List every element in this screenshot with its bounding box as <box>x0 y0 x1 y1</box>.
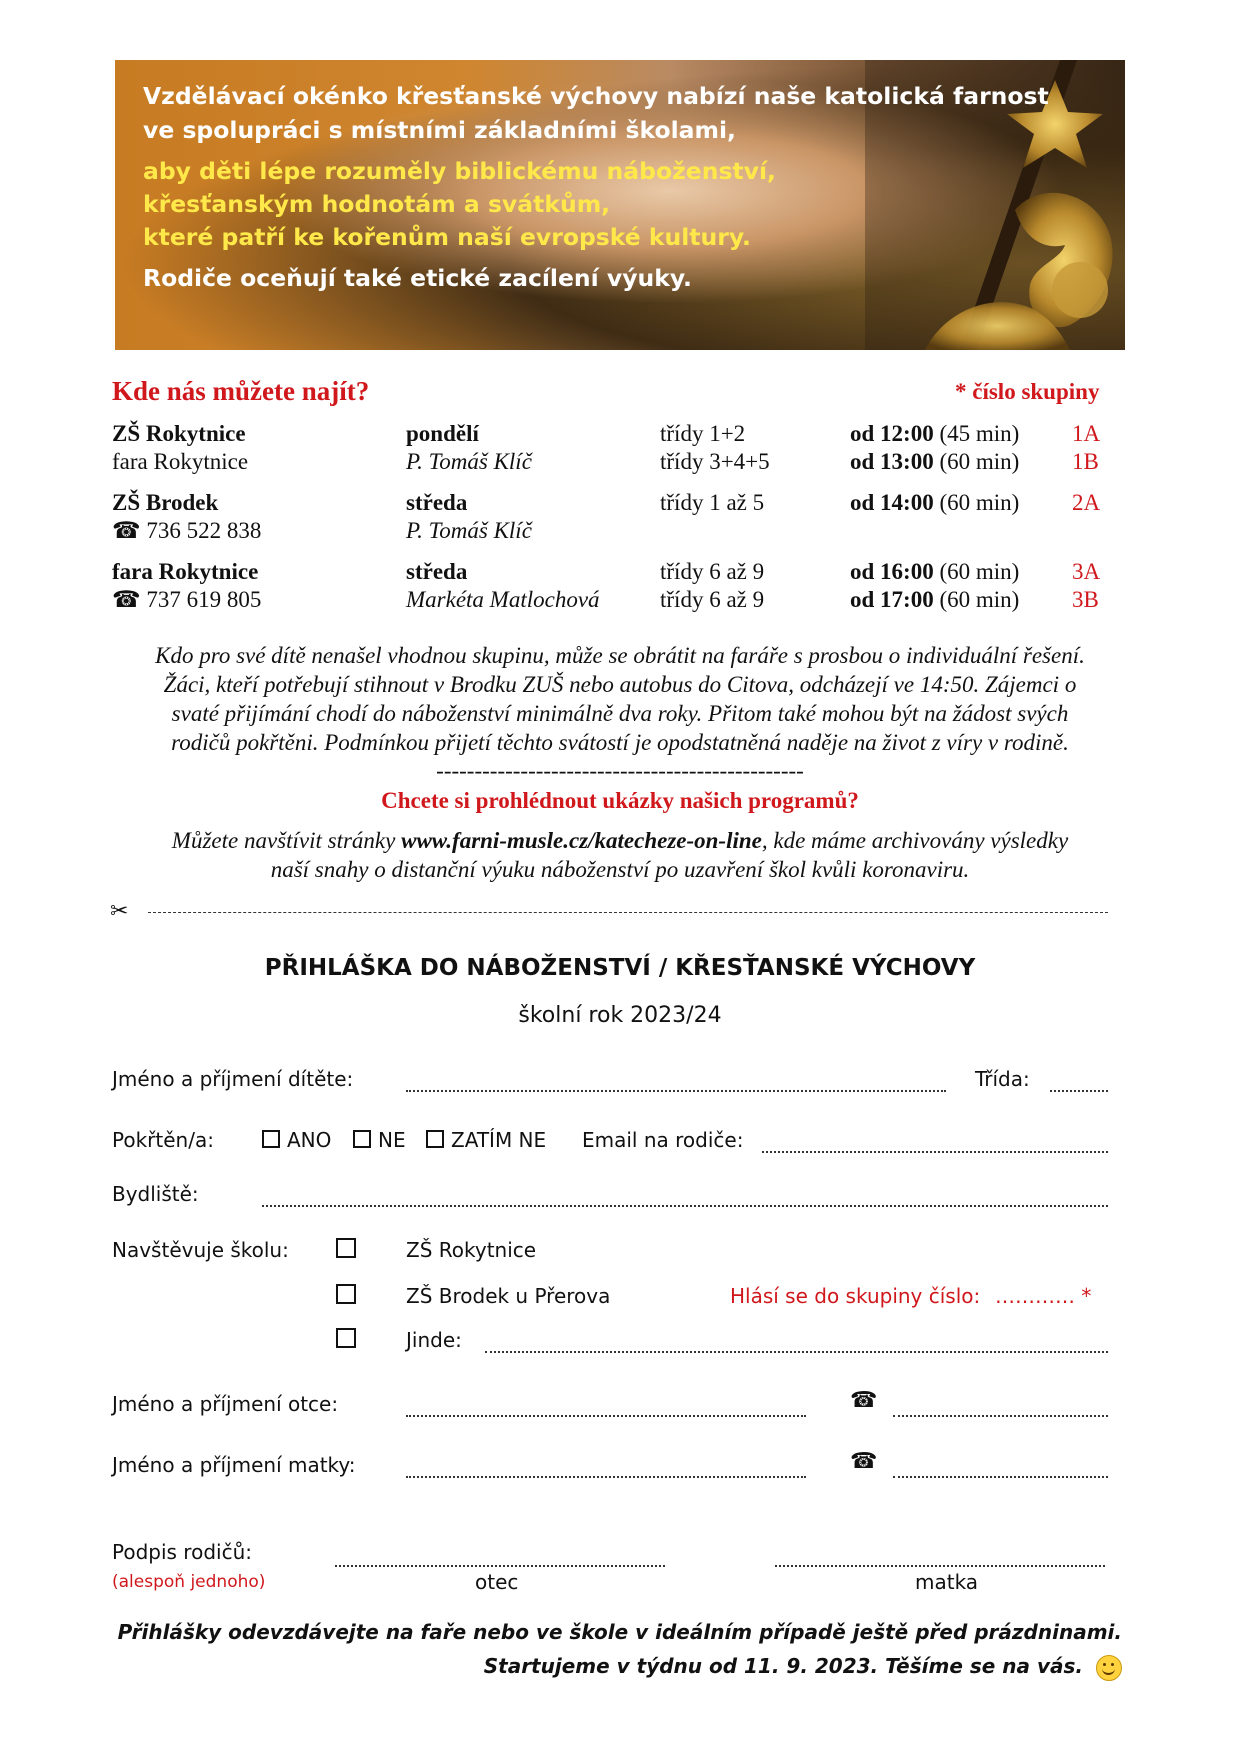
day-wednesday-2a: středa <box>406 490 468 515</box>
school-option-3: Jinde: <box>406 1328 462 1352</box>
option-no-label: NE <box>378 1128 406 1152</box>
place-zs-rokytnice: ZŠ Rokytnice <box>112 421 246 446</box>
place-zs-brodek: ZŠ Brodek <box>112 490 219 515</box>
banner <box>115 60 1125 350</box>
mother-phone-field[interactable] <box>893 1458 1108 1478</box>
group-1b: 1B <box>1072 449 1099 474</box>
father-signature-caption: otec <box>475 1570 519 1594</box>
phone-brodek: 736 522 838 <box>146 518 262 543</box>
banner-line-5: které patří ke kořenům naší evropské kultury. <box>143 223 751 251</box>
time-3b: od 17:00 <box>850 587 934 612</box>
group-number-note: * číslo skupiny <box>955 379 1100 404</box>
banner-line-3: aby děti lépe rozuměly biblickému náboženství, <box>143 157 776 185</box>
divider: ------------------------------------------------ <box>436 758 804 783</box>
baptized-label: Pokřtěn/a: <box>112 1128 214 1152</box>
classes-3a: třídy 6 až 9 <box>660 559 765 584</box>
banner-line-2: ve spolupráci s místními základními školami, <box>143 116 736 144</box>
group-3a: 3A <box>1072 559 1101 584</box>
info-line-1: Kdo pro své dítě nenašel vhodnou skupinu, může se obrátit na faráře s prosbou o individuální řešení. <box>155 643 1085 668</box>
web-text-post: , kde máme archivovány výsledky <box>761 828 1069 853</box>
signature-note: (alespoň jednoho) <box>112 1572 266 1592</box>
time-1b: od 13:00 <box>850 449 934 474</box>
school-label: Navštěvuje školu: <box>112 1238 289 1262</box>
class-field[interactable] <box>1050 1072 1108 1092</box>
option-not-yet-label: ZATÍM NE <box>451 1128 547 1152</box>
phone-icon: ☎ <box>850 1449 878 1474</box>
checkbox-yes[interactable] <box>262 1130 280 1148</box>
time-1a: od 12:00 <box>850 421 934 446</box>
other-school-field[interactable] <box>485 1333 1108 1353</box>
classes-1a: třídy 1+2 <box>660 421 746 446</box>
place-fara-rokytnice-2: fara Rokytnice <box>112 559 259 584</box>
signature-label: Podpis rodičů: <box>112 1540 252 1564</box>
mother-name-field[interactable] <box>406 1458 806 1478</box>
day-wednesday-3a: středa <box>406 559 468 584</box>
time-3a: od 16:00 <box>850 559 934 584</box>
banner-line-6: Rodiče oceňují také etické zacílení výuky. <box>143 264 692 292</box>
duration-1b: (60 min) <box>939 449 1020 474</box>
schedule-heading: Kde nás můžete najít? <box>112 376 370 406</box>
phone-icon: ☎ <box>850 1388 878 1413</box>
info-line-3: svaté přijímání chodí do náboženství minimálně dva roky. Přitom také mohou být na žádost svých <box>171 701 1069 726</box>
scissors-icon: ✂ <box>110 899 129 924</box>
checkbox-no[interactable] <box>353 1130 371 1148</box>
duration-3b: (60 min) <box>939 587 1020 612</box>
web-text-pre: Můžete navštívit stránky <box>171 828 402 853</box>
group-request-label: Hlásí se do skupiny číslo: <box>730 1284 981 1308</box>
mother-name-label: Jméno a příjmení matky: <box>112 1453 356 1477</box>
info-line-4: rodičů pokřtěni. Podmínkou přijetí těchto svátostí je opodstatněná naděje na život z víry v rodině. <box>171 730 1069 755</box>
checkbox-school-rokytnice[interactable] <box>336 1238 356 1258</box>
class-label: Třída: <box>975 1067 1030 1091</box>
programs-question: Chcete si prohlédnout ukázky našich programů? <box>381 788 859 813</box>
classes-2a: třídy 1 až 5 <box>660 490 765 515</box>
checkbox-school-brodek[interactable] <box>336 1284 356 1304</box>
school-option-1: ZŠ Rokytnice <box>406 1238 537 1262</box>
father-signature-field[interactable] <box>335 1547 665 1567</box>
group-request-field[interactable]: ………… * <box>995 1284 1092 1308</box>
email-field[interactable] <box>762 1133 1108 1153</box>
option-yes-label: ANO <box>287 1128 332 1152</box>
father-phone-field[interactable] <box>893 1397 1108 1417</box>
form-title: PŘIHLÁŠKA DO NÁBOŽENSTVÍ / KŘESŤANSKÉ VÝCHOVY <box>264 955 976 981</box>
residence-field[interactable] <box>262 1187 1108 1207</box>
day-monday: pondělí <box>406 421 479 446</box>
web-line-2: naší snahy o distanční výuku náboženství po uzavření škol kvůli koronaviru. <box>270 857 970 882</box>
group-2a: 2A <box>1072 490 1101 515</box>
teacher-3b: Markéta Matlochová <box>406 587 600 612</box>
school-option-2: ZŠ Brodek u Přerova <box>406 1284 611 1308</box>
cut-line <box>148 912 1108 913</box>
banner-line-1: Vzdělávací okénko křesťanské výchovy nabízí naše katolická farnost <box>143 82 1049 110</box>
time-2a: od 14:00 <box>850 490 934 515</box>
footer-line-1: Přihlášky odevzdávejte na faře nebo ve škole v ideálním případě ještě před prázdninami. <box>117 1620 1122 1644</box>
group-1a: 1A <box>1072 421 1101 446</box>
mother-signature-caption: matka <box>915 1570 979 1594</box>
group-3b: 3B <box>1072 587 1099 612</box>
email-label: Email na rodiče: <box>582 1128 744 1152</box>
teacher-2a: P. Tomáš Klíč <box>406 518 532 543</box>
banner-line-4: křesťanským hodnotám a svátkům, <box>143 190 611 218</box>
smiley-icon <box>1096 1655 1122 1681</box>
footer-line-2: Startujeme v týdnu od 11. 9. 2023. Těšíme se na vás. <box>483 1654 1084 1678</box>
duration-3a: (60 min) <box>939 559 1020 584</box>
phone-icon: ☎ <box>112 518 141 543</box>
father-name-label: Jméno a příjmení otce: <box>112 1392 339 1416</box>
residence-label: Bydliště: <box>112 1182 199 1206</box>
school-year: školní rok 2023/24 <box>518 1003 722 1028</box>
phone-icon: ☎ <box>112 587 141 612</box>
classes-1b: třídy 3+4+5 <box>660 449 770 474</box>
mother-signature-field[interactable] <box>775 1547 1105 1567</box>
duration-2a: (60 min) <box>939 490 1020 515</box>
father-name-field[interactable] <box>406 1397 806 1417</box>
duration-1a: (45 min) <box>939 421 1020 446</box>
classes-3b: třídy 6 až 9 <box>660 587 765 612</box>
child-name-field[interactable] <box>406 1072 946 1092</box>
child-name-label: Jméno a příjmení dítěte: <box>112 1067 354 1091</box>
teacher-1b: P. Tomáš Klíč <box>406 449 532 474</box>
place-fara-rokytnice: fara Rokytnice <box>112 449 249 474</box>
checkbox-not-yet[interactable] <box>426 1130 444 1148</box>
website-link[interactable]: www.farni-musle.cz/katecheze-on-line <box>401 828 762 853</box>
phone-fara: 737 619 805 <box>146 587 262 612</box>
checkbox-school-other[interactable] <box>336 1328 356 1348</box>
info-line-2: Žáci, kteří potřebují stihnout v Brodku ZUŠ nebo autobus do Citova, odcházejí ve 14:50. Zájemci o <box>163 672 1077 697</box>
